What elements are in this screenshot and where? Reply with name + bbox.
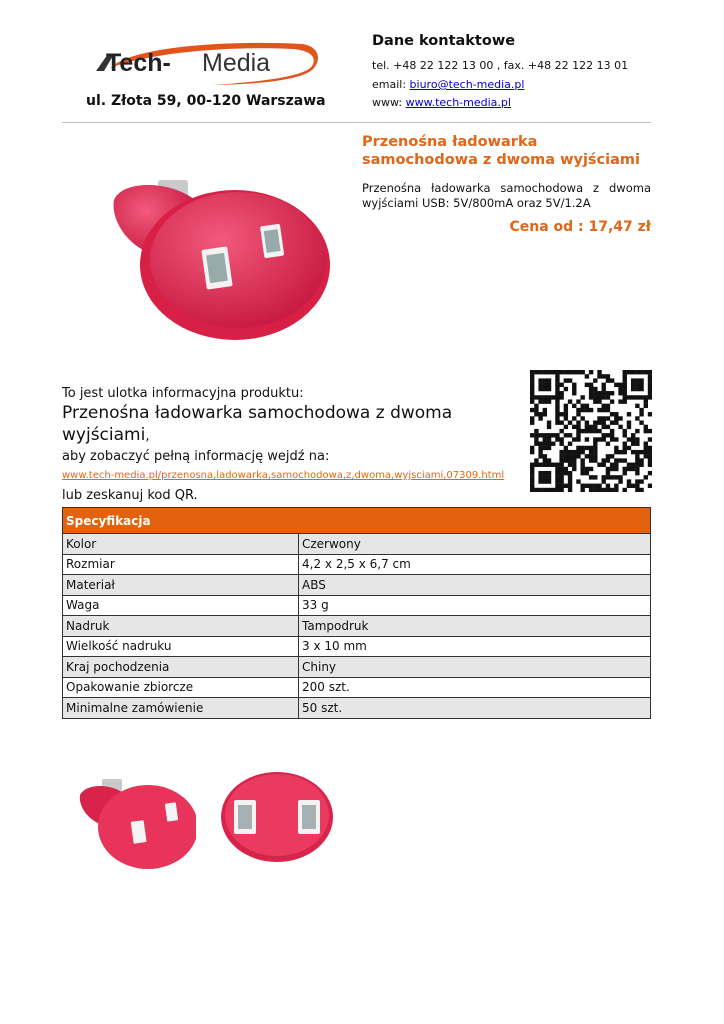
spec-value: Chiny bbox=[299, 657, 651, 678]
table-row bbox=[63, 657, 651, 678]
contact-title: Dane kontaktowe bbox=[372, 33, 516, 49]
table-row bbox=[63, 595, 651, 616]
table-row bbox=[63, 534, 651, 555]
product-description: Przenośna ładowarka samochodowa z dwoma wyjściami USB: 5V/800mA oraz 5V/1.2A bbox=[362, 181, 651, 210]
spec-header-row bbox=[63, 508, 651, 534]
product-url-link[interactable]: www.tech-media.pl/przenosna,ladowarka,samochodowa,z,dwoma,wyjsciami,07309.html bbox=[62, 470, 505, 481]
info-intro: To jest ulotka informacyjna produktu: bbox=[62, 386, 304, 401]
spec-value: 33 g bbox=[299, 595, 651, 616]
www-link[interactable]: www.tech-media.pl bbox=[405, 96, 511, 109]
product-thumbnail-side bbox=[76, 765, 196, 890]
product-image bbox=[100, 140, 340, 370]
table-row bbox=[63, 616, 651, 637]
info-name-text: Przenośna ładowarka samochodowa z dwoma wyjściami bbox=[62, 403, 453, 445]
spec-key: Rozmiar bbox=[63, 554, 299, 575]
company-address: ul. Złota 59, 00-120 Warszawa bbox=[86, 93, 326, 109]
spec-key: Waga bbox=[63, 595, 299, 616]
table-row bbox=[63, 575, 651, 596]
spec-key: Kraj pochodzenia bbox=[63, 657, 299, 678]
www-line bbox=[372, 96, 511, 109]
logo-text-media: Media bbox=[202, 49, 271, 77]
spec-table bbox=[62, 507, 651, 719]
spec-value: Tampodruk bbox=[299, 616, 651, 637]
spec-value: ABS bbox=[299, 575, 651, 596]
spec-key: Minimalne zamówienie bbox=[63, 698, 299, 719]
phone-fax-line: tel. +48 22 122 13 00 , fax. +48 22 122 13 01 bbox=[372, 59, 629, 72]
spec-key: Nadruk bbox=[63, 616, 299, 637]
table-row bbox=[63, 636, 651, 657]
email-link[interactable]: biuro@tech-media.pl bbox=[409, 78, 525, 91]
spec-key: Wielkość nadruku bbox=[63, 636, 299, 657]
info-product-name bbox=[62, 402, 502, 448]
spec-header: Specyfikacja bbox=[63, 508, 651, 534]
product-title: Przenośna ładowarka samochodowa z dwoma wyjściami bbox=[362, 134, 640, 168]
product-thumbnail-front bbox=[218, 770, 336, 865]
info-see-more: aby zobaczyć pełną informację wejdź na: bbox=[62, 449, 330, 464]
email-line bbox=[372, 78, 524, 91]
spec-value: 3 x 10 mm bbox=[299, 636, 651, 657]
table-row bbox=[63, 554, 651, 575]
spec-value: Czerwony bbox=[299, 534, 651, 555]
table-row bbox=[63, 677, 651, 698]
tech-media-logo bbox=[92, 38, 322, 90]
www-label: www: bbox=[372, 96, 406, 109]
qr-code[interactable] bbox=[530, 370, 652, 492]
info-scan-qr: lub zeskanuj kod QR. bbox=[62, 488, 198, 503]
product-price: Cena od : 17,47 zł bbox=[509, 219, 651, 235]
spec-key: Materiał bbox=[63, 575, 299, 596]
info-name-suffix: , bbox=[145, 429, 150, 444]
table-row bbox=[63, 698, 651, 719]
spec-key: Opakowanie zbiorcze bbox=[63, 677, 299, 698]
spec-value: 200 szt. bbox=[299, 677, 651, 698]
spec-value: 50 szt. bbox=[299, 698, 651, 719]
spec-value: 4,2 x 2,5 x 6,7 cm bbox=[299, 554, 651, 575]
logo-text-tech: Tech- bbox=[106, 49, 171, 77]
spec-key: Kolor bbox=[63, 534, 299, 555]
header-divider bbox=[62, 122, 651, 123]
email-label: email: bbox=[372, 78, 410, 91]
